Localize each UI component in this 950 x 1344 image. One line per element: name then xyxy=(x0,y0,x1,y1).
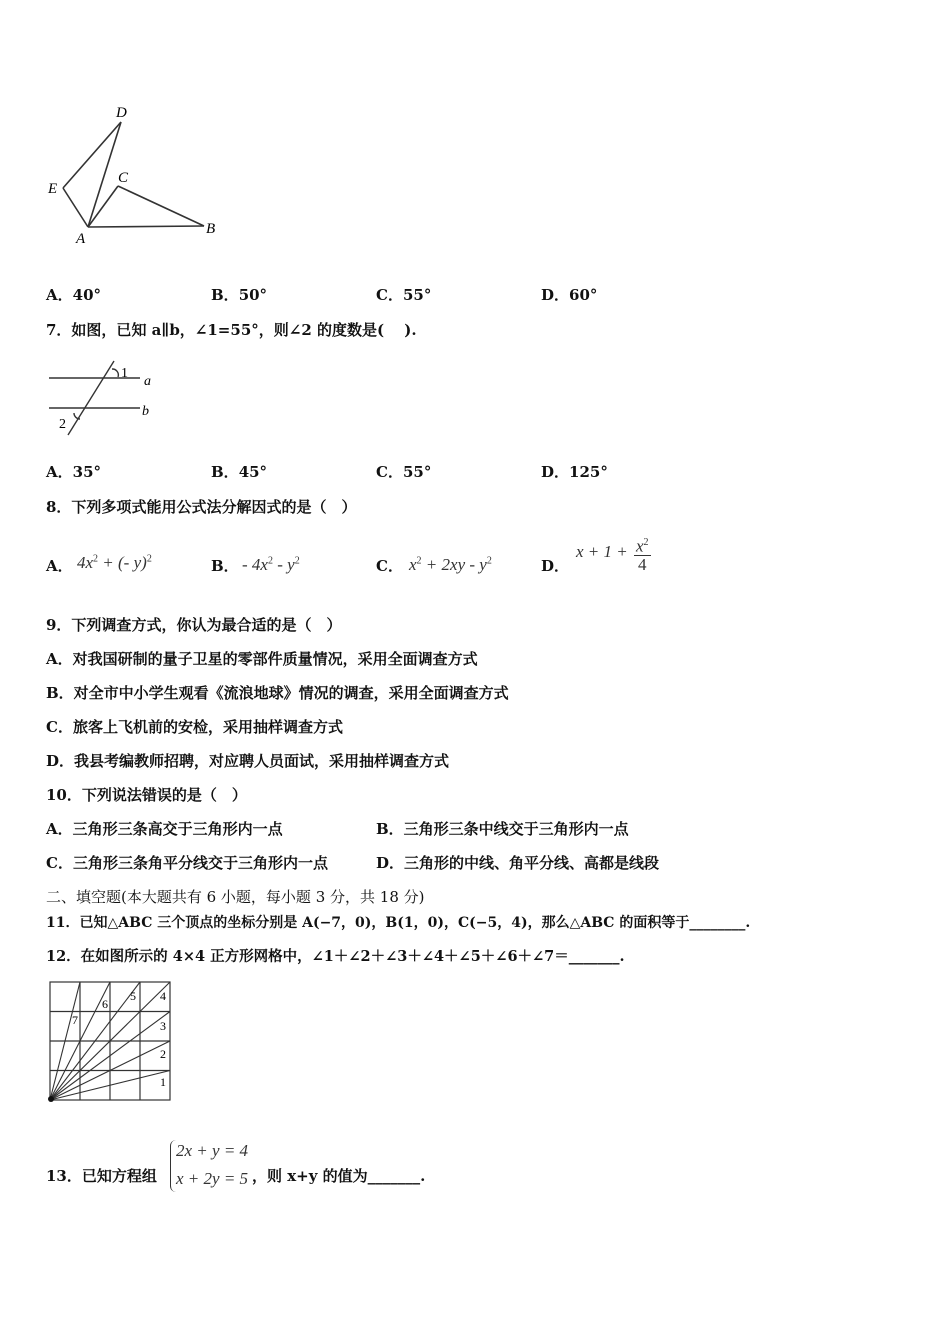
angle-1-arc xyxy=(112,369,118,377)
q11-stem: 11．已知△ABC 三个顶点的坐标分别是 A(−7，0)，B(1，0)，C(−5，4)，那么△ABC 的面积等于________. xyxy=(46,915,751,931)
q8-key-d[interactable]: D． xyxy=(541,557,570,575)
label-E: E xyxy=(48,181,58,197)
segment-AC xyxy=(88,186,118,227)
q8-key-b[interactable]: B． xyxy=(211,557,239,575)
segment-ED xyxy=(63,122,121,188)
angle-label-7: 7 xyxy=(72,1013,78,1027)
q9-stem: 9．下列调查方式，你认为最合适的是（ ） xyxy=(46,616,342,634)
label-1: 1 xyxy=(121,366,128,381)
figure-q6 xyxy=(40,100,230,250)
transversal xyxy=(68,361,114,435)
label-C: C xyxy=(118,170,129,186)
angle-label-5: 5 xyxy=(130,989,136,1003)
q13-suffix: ，则 x+y 的值为_______. xyxy=(252,1167,426,1185)
angle-label-1: 1 xyxy=(160,1075,166,1089)
q7-stem: 7．如图，已知 a∥b，∠1=55°，则∠2 的度数是( ). xyxy=(46,321,417,339)
q10-option-b[interactable]: B．三角形三条中线交于三角形内一点 xyxy=(376,820,629,838)
label-B: B xyxy=(206,221,216,237)
q8-key-a[interactable]: A． xyxy=(46,557,73,575)
angle-label-4: 4 xyxy=(160,989,166,1003)
label-A: A xyxy=(76,231,86,247)
q8-expr-b: - $4x^2 - y^2$ xyxy=(242,555,300,574)
q6-option-a[interactable]: A．40° xyxy=(46,286,102,304)
q6-option-b[interactable]: B．50° xyxy=(211,286,268,304)
q10-stem: 10．下列说法错误的是（ ） xyxy=(46,786,247,804)
label-D: D xyxy=(116,105,127,121)
q7-option-c[interactable]: C．55° xyxy=(376,463,432,481)
q10-option-d[interactable]: D．三角形的中线、角平分线、高都是线段 xyxy=(376,854,660,872)
segment-AB xyxy=(88,226,204,227)
angle-label-6: 6 xyxy=(102,997,108,1011)
figure-q12-grid xyxy=(46,980,176,1105)
q7-option-b[interactable]: B．45° xyxy=(211,463,268,481)
q8-expr-a: $4x^2$ + (- y)$^2$ xyxy=(77,553,152,572)
q8-stem: 8．下列多项式能用公式法分解因式的是（ ） xyxy=(46,498,357,516)
segment-AE xyxy=(63,188,88,227)
angle-label-2: 2 xyxy=(160,1047,166,1061)
q9-option-d[interactable]: D．我县考编教师招聘，对应聘人员面试，采用抽样调查方式 xyxy=(46,752,450,770)
q10-option-c[interactable]: C．三角形三条角平分线交于三角形内一点 xyxy=(46,854,328,872)
q13-equation-1: 2x + y = 4 xyxy=(176,1141,249,1160)
label-b: b xyxy=(142,404,149,419)
origin-dot xyxy=(48,1096,54,1102)
segment-CB xyxy=(118,186,204,226)
q13-equation-2: x + 2y = 5 xyxy=(176,1169,249,1188)
label-2: 2 xyxy=(59,417,66,432)
q9-option-b[interactable]: B．对全市中小学生观看《流浪地球》情况的调查，采用全面调查方式 xyxy=(46,684,509,702)
angle-label-3: 3 xyxy=(160,1019,166,1033)
q8-expr-c: $x^2 + 2xy - y^2$ xyxy=(409,555,492,574)
segment-AD xyxy=(88,122,121,227)
q9-option-c[interactable]: C．旅客上飞机前的安检，采用抽样调查方式 xyxy=(46,718,343,736)
section-heading: 二、填空题(本大题共有 6 小题，每小题 3 分，共 18 分) xyxy=(46,888,425,906)
q9-option-a[interactable]: A．对我国研制的量子卫星的零部件质量情况，采用全面调查方式 xyxy=(46,650,478,668)
q6-option-d[interactable]: D．60° xyxy=(541,286,598,304)
q12-stem: 12．在如图所示的 4×4 正方形网格中，∠1＋∠2＋∠3＋∠4＋∠5＋∠6＋∠7＝_______. xyxy=(46,948,625,965)
q6-option-c[interactable]: C．55° xyxy=(376,286,432,304)
q13-prefix: 13．已知方程组 xyxy=(46,1167,157,1185)
q10-option-a[interactable]: A．三角形三条高交于三角形内一点 xyxy=(46,820,283,838)
figure-q7 xyxy=(44,355,164,440)
q7-option-d[interactable]: D．125° xyxy=(541,463,608,481)
q8-expr-d: x + 1 + $\frac{x^2}{4}$ xyxy=(576,534,651,573)
q7-option-a[interactable]: A．35° xyxy=(46,463,102,481)
q8-key-c[interactable]: C． xyxy=(376,557,403,575)
label-a: a xyxy=(144,374,151,389)
